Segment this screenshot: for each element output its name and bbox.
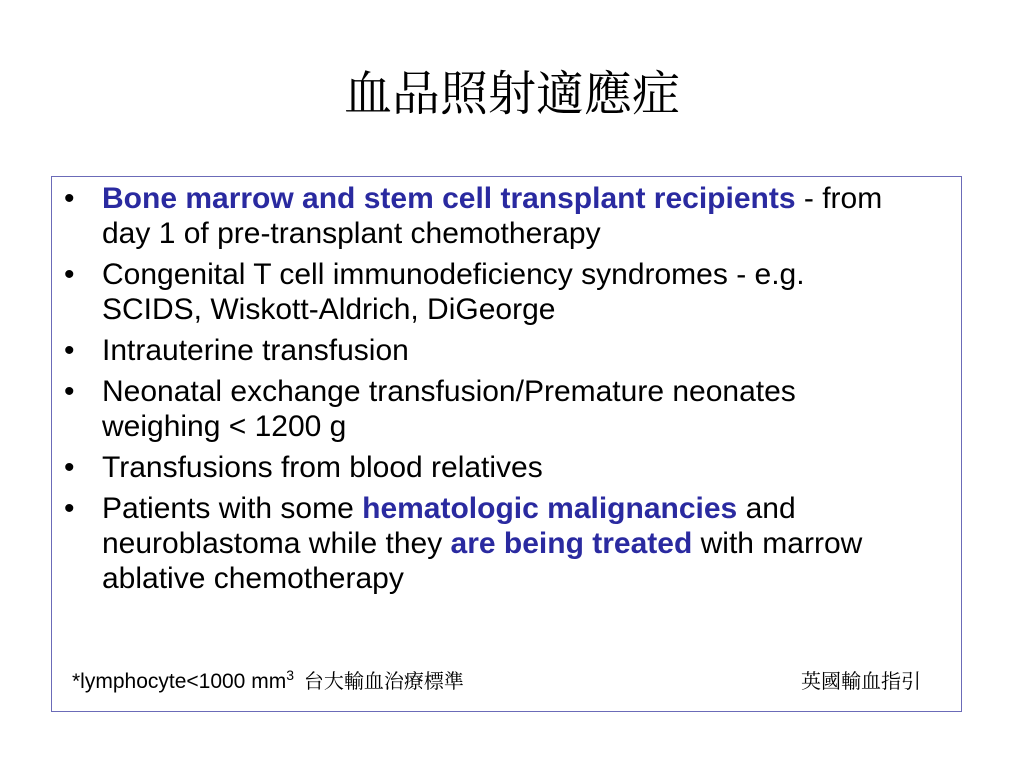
highlight-text: hematologic malignancies <box>362 492 738 525</box>
list-item <box>52 333 902 368</box>
bullet-text: with marrow ablative chemotherapy <box>102 527 863 595</box>
bullet-text: Neonatal exchange transfusion/Premature neonates weighing < 1200 g <box>102 375 796 443</box>
bullet-text: Transfusions from blood relatives <box>102 451 543 484</box>
bullet-text: Patients with some <box>102 492 363 525</box>
bullet-icon: • <box>64 451 75 484</box>
slide-title: 血品照射適應症 <box>343 66 680 122</box>
highlight-text: Bone marrow and stem cell transplant recipients <box>102 182 796 215</box>
bullet-icon: • <box>64 375 75 408</box>
source-left: 台大輸血治療標準 <box>303 669 464 693</box>
source-right: 英國輸血指引 <box>801 669 921 693</box>
bullet-text: - from day 1 of pre-transplant chemotherapy <box>102 182 883 250</box>
bullet-icon: • <box>64 182 75 215</box>
content-box <box>51 176 962 712</box>
bullet-text: Intrauterine transfusion <box>102 334 409 367</box>
list-item <box>52 491 902 596</box>
list-item <box>52 257 902 327</box>
highlight-text: are being treated <box>450 527 693 560</box>
footnote-text: *lymphocyte<1000 mm <box>72 670 287 693</box>
bullet-text: and neuroblastoma while they <box>102 492 796 560</box>
footnote-superscript: 3 <box>286 667 294 683</box>
bullet-list <box>52 181 902 602</box>
bullet-icon: • <box>64 492 75 525</box>
bullet-text: Congenital T cell immunodeficiency syndromes - e.g. SCIDS, Wiskott-Aldrich, DiGeorge <box>102 258 805 326</box>
bullet-icon: • <box>64 258 75 291</box>
list-item <box>52 374 902 444</box>
bullet-icon: • <box>64 334 75 367</box>
list-item <box>52 181 902 251</box>
list-item <box>52 450 902 485</box>
footnote <box>72 667 464 696</box>
